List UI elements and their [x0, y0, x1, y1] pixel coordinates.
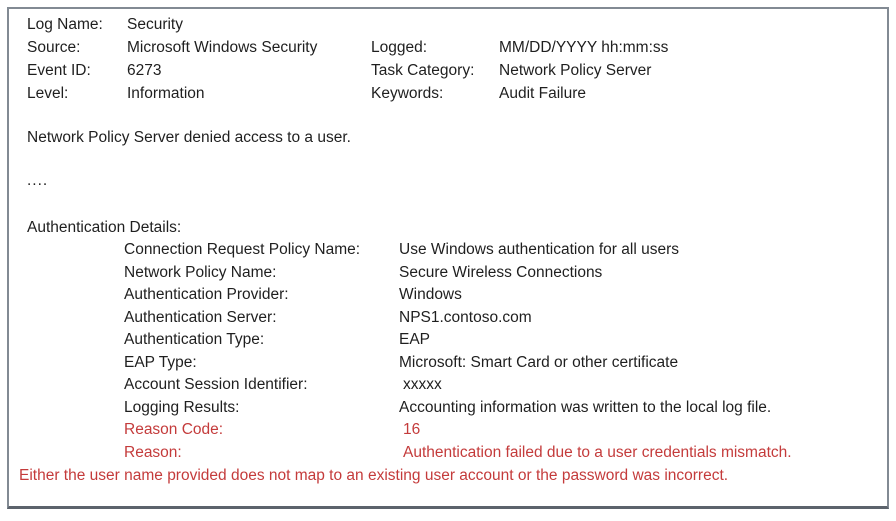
detail-label: Connection Request Policy Name: — [124, 241, 361, 258]
credentials-mismatch-note: Either the user name provided does not map to an existing user account or the password was incorrect. — [19, 467, 729, 484]
task-category-value: Network Policy Server — [499, 62, 652, 79]
source-value: Microsoft Windows Security — [127, 39, 318, 56]
detail-label: EAP Type: — [124, 353, 197, 371]
event-header — [27, 13, 877, 105]
detail-value: xxxxx — [403, 376, 442, 393]
level-value: Information — [127, 85, 205, 102]
detail-value: 16 — [403, 421, 421, 438]
detail-value: Authentication failed due to a user credentials mismatch. — [403, 443, 792, 461]
detail-row-eap-type — [124, 352, 877, 375]
detail-row-auth-server — [124, 307, 877, 330]
header-spacer — [371, 13, 499, 36]
event-id-value: 6273 — [127, 62, 162, 79]
detail-value: NPS1.contoso.com — [399, 308, 532, 326]
detail-label: Account Session Identifier: — [124, 376, 308, 393]
detail-value: Accounting information was written to the local log file. — [399, 398, 772, 416]
ellipsis-text: .... — [27, 172, 49, 189]
detail-label: Logging Results: — [124, 398, 240, 416]
detail-row-network-policy — [124, 262, 877, 285]
auth-details-list — [124, 239, 877, 464]
detail-label: Reason: — [124, 443, 182, 461]
detail-label: Reason Code: — [124, 421, 224, 438]
detail-value: Use Windows authentication for all users — [399, 241, 679, 258]
event-log-panel — [7, 7, 889, 509]
event-id-label: Event ID: — [27, 62, 91, 79]
level-label: Level: — [27, 85, 69, 102]
detail-label: Authentication Provider: — [124, 286, 289, 303]
detail-value: EAP — [399, 331, 431, 348]
detail-row-auth-type — [124, 329, 877, 352]
detail-row-connection-request-policy — [124, 239, 877, 262]
logged-value: MM/DD/YYYY hh:mm:ss — [499, 39, 669, 56]
detail-value: Secure Wireless Connections — [399, 263, 603, 281]
header-spacer — [499, 13, 877, 36]
detail-label: Authentication Type: — [124, 331, 265, 348]
detail-value: Windows — [399, 286, 462, 303]
keywords-value: Audit Failure — [499, 85, 587, 102]
detail-row-reason — [124, 442, 877, 465]
detail-label: Network Policy Name: — [124, 263, 277, 281]
detail-row-auth-provider — [124, 284, 877, 307]
log-name-value: Security — [127, 16, 183, 33]
auth-details-heading: Authentication Details: — [27, 219, 182, 236]
task-category-label: Task Category: — [371, 62, 475, 79]
detail-value: Microsoft: Smart Card or other certificate — [399, 353, 679, 371]
detail-row-reason-code — [124, 419, 877, 442]
detail-label: Authentication Server: — [124, 308, 277, 326]
event-description: Network Policy Server denied access to a user. — [27, 129, 351, 146]
detail-row-logging-results — [124, 397, 877, 420]
logged-label: Logged: — [371, 39, 428, 56]
detail-row-account-session-id — [124, 374, 877, 397]
source-label: Source: — [27, 39, 81, 56]
keywords-label: Keywords: — [371, 85, 444, 102]
log-name-label: Log Name: — [27, 16, 103, 33]
